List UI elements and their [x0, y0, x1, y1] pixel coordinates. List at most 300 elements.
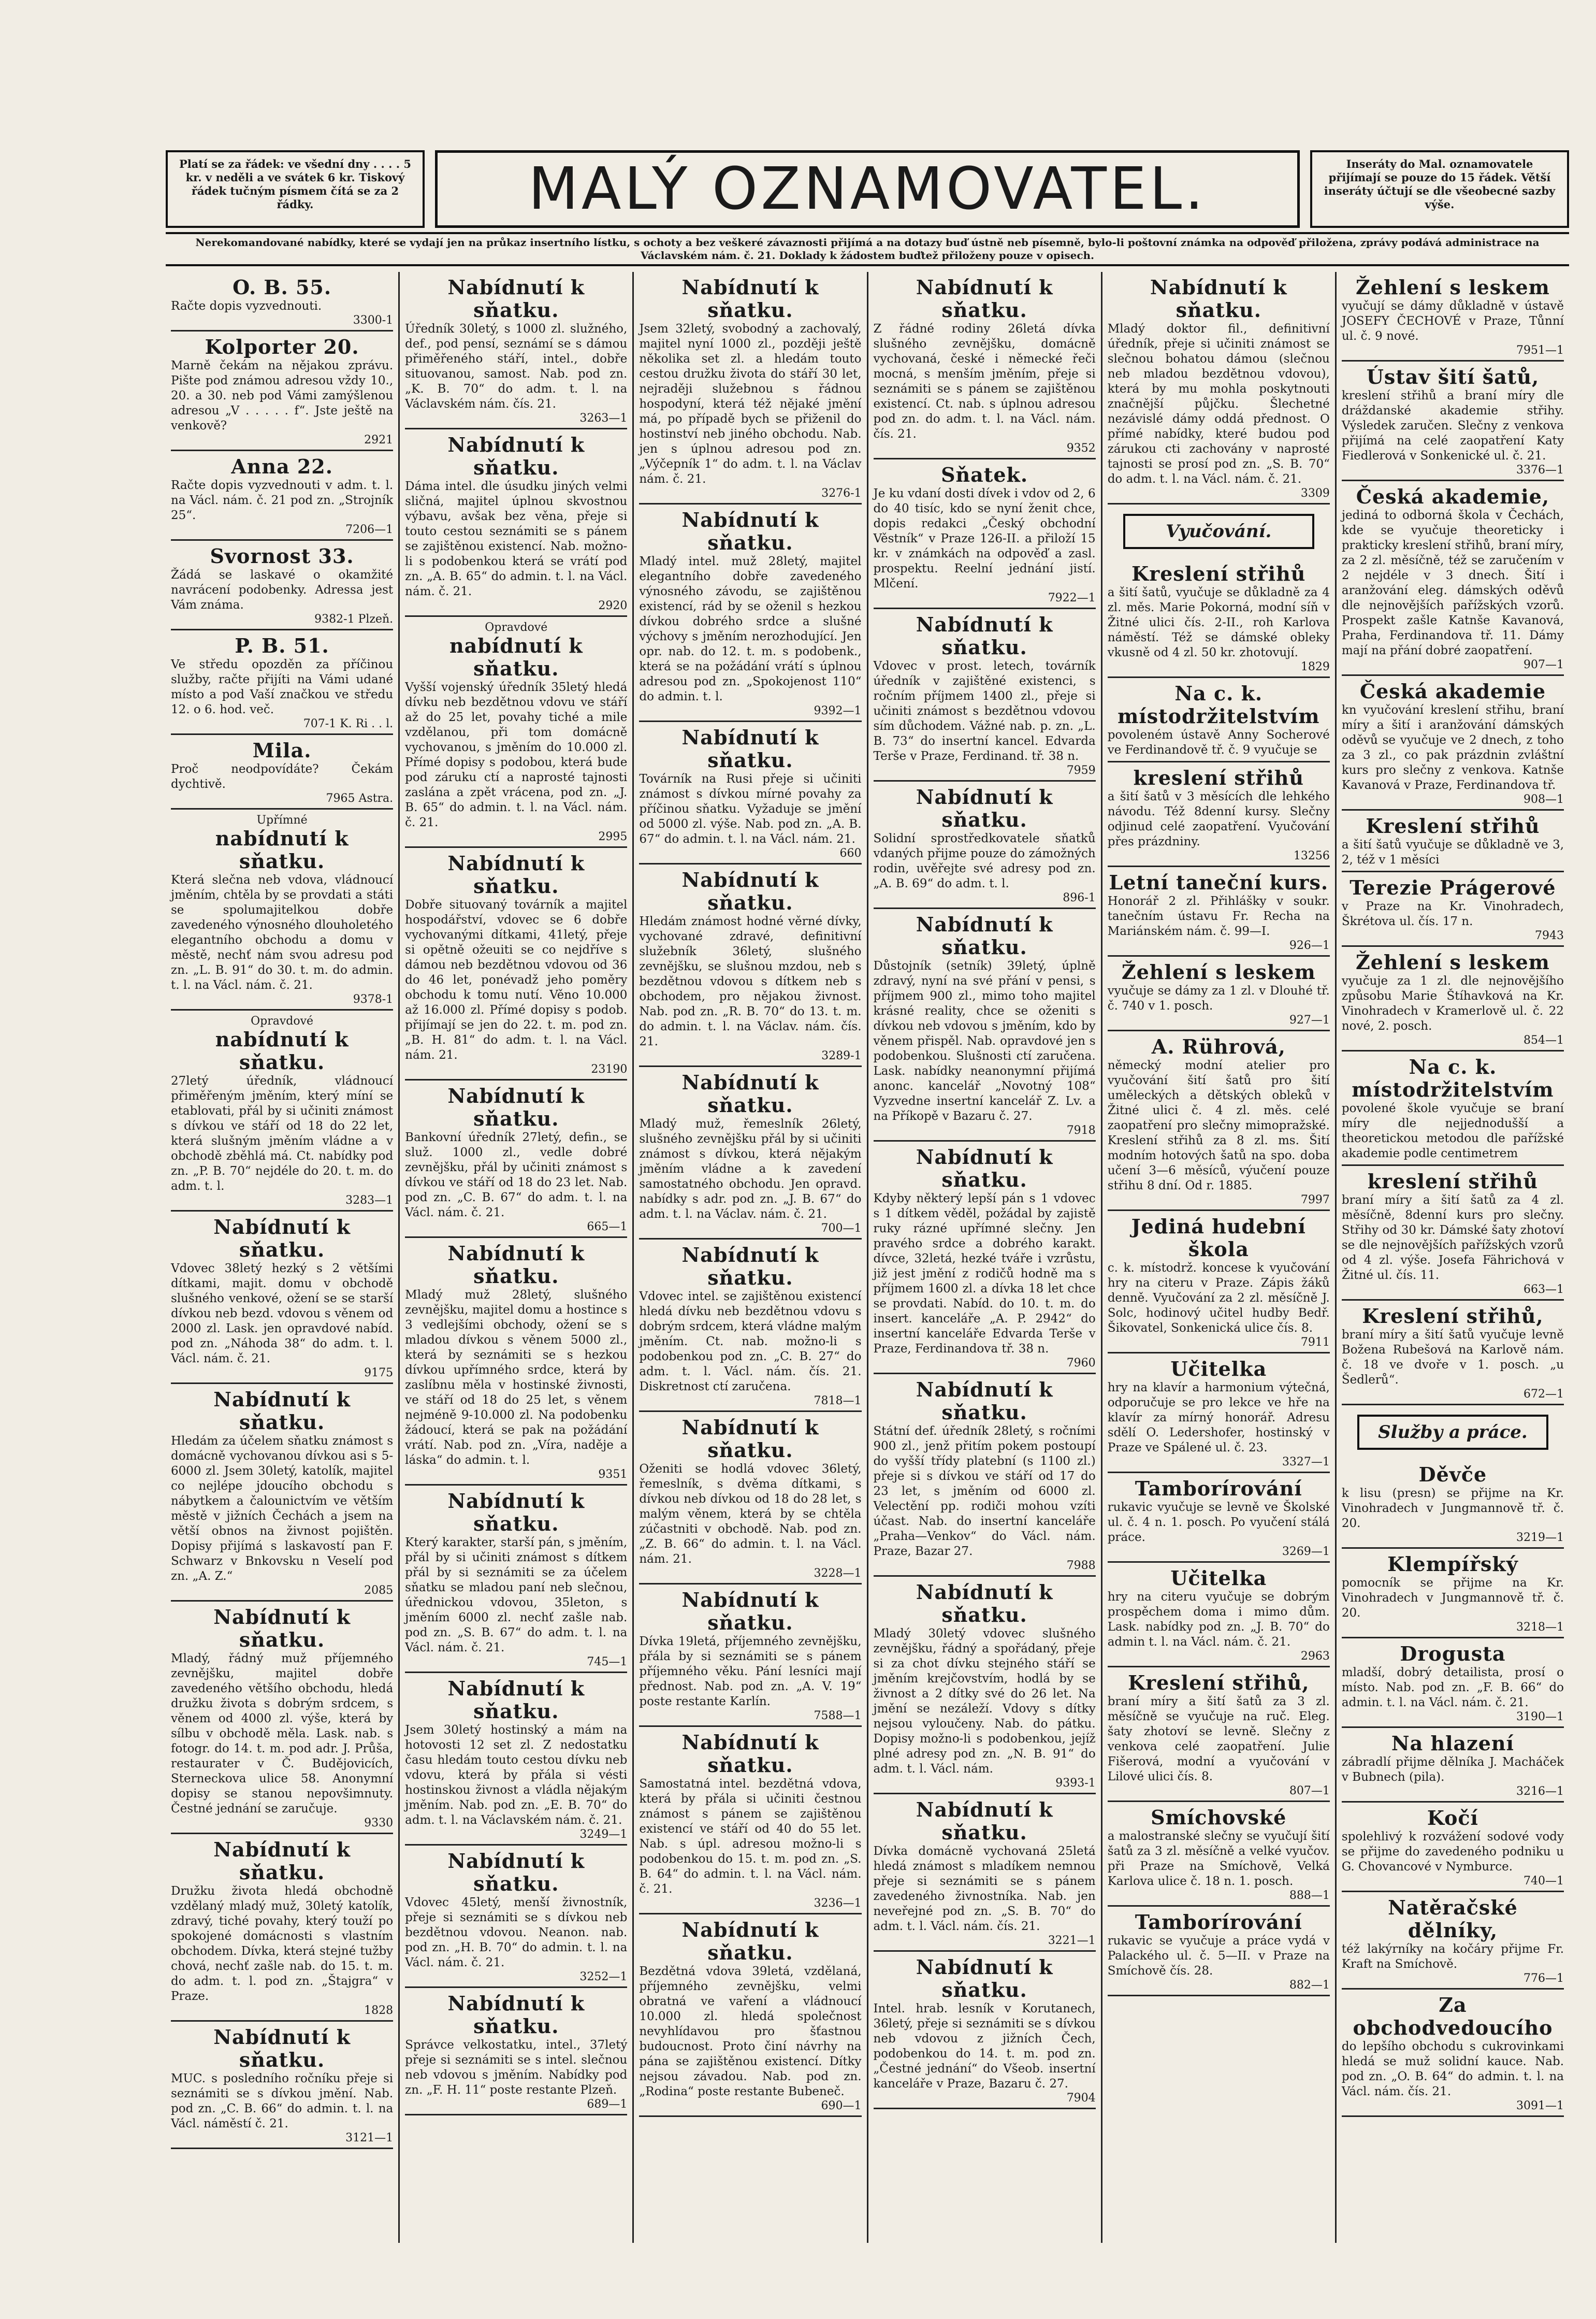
header	[166, 150, 1569, 228]
ad-reference: 776—1	[1524, 1972, 1564, 1985]
ad-reference: 3218—1	[1516, 1621, 1564, 1634]
ad-body: Kdyby některý lepší pán s 1 vdovec s 1 dítkem věděl, požádal by zajistě ruky rázné upřímné slečny. Jen pravého srdce a dobrého karakt. dívce, 32letá, hezké tváře i vzrůstu, již jest jmění z rodičů hodně ma s příjmem 1600 zl. a dívka 18 let chce se provdati. Nabíd. do 10. t. m. do insert. kanceláře „A. P. 2942“ do insertní kanceláře Edvarda Terše v Praze, Ferdinandova tř. 38 n.	[873, 1192, 1096, 1356]
ad-body: Důstojník (setník) 39letý, úplně zdravý, nyní na své přání v pensi, s příjmem 900 zl., mimo toho majitel krásné reality, chce se oženiti s dívkou neb vdovou s jměním, kdo by věnem přispěl. Nab. opravdové jen s podobenkou. Slušnosti ctí zaručena. Lask. nabídky neanonymní přijímá anonc. kancelář „Novotný 108“ Vyzvedne insertní kancelář Z. Lv. a na Příkopě v Bazaru č. 27.	[873, 959, 1096, 1123]
classified-ad	[405, 1988, 627, 2115]
ad-title: Nabídnutí k sňatku.	[447, 433, 585, 479]
classified-ad	[405, 1081, 627, 1238]
column-4	[867, 272, 1101, 2243]
ad-body: 27letý úředník, vládnoucí přiměřeným jměním, který míní se etablovati, přál by si učiniti známost s dívkou ve stáří od 18 do 22 let, která slušným jměním vládne a v obchodě zběhlá má. Ct. nabídky pod zn. „P. B. 70“ nejdéle do 20. t. m. do adm. t. l.	[171, 1074, 394, 1193]
classified-ad	[405, 429, 627, 617]
classified-ad	[874, 909, 1096, 1142]
ad-body: Který karakter, starší pán, s jměním, přál by si učiniti známost s dítkem přál by si seznámiti se za účelem sňatku se mladou paní neb slečnou, úřednickou vdovou, 35leton, s jměním 6000 zl. nechť zašle nab. pod zn. „S. B. 67“ do adm. t. l. na Václ. nám. č. 21.	[405, 1536, 628, 1654]
ad-title: Drogusta	[1400, 1642, 1506, 1665]
ad-title: Nabídnutí k sňatku.	[916, 1955, 1053, 2001]
ad-title: Na c. k. místodržitelstvím	[1118, 682, 1320, 728]
classified-ad	[1342, 272, 1564, 362]
classified-ad	[405, 848, 627, 1081]
ad-title: nabídnutí k sňatku.	[215, 827, 349, 873]
ad-title: Nabídnutí k sňatku.	[1150, 276, 1287, 322]
classified-ad	[639, 1914, 861, 2117]
classified-ad	[1108, 1802, 1330, 1907]
ad-title: Nabídnutí k sňatku.	[447, 276, 585, 322]
ad-reference: 7922—1	[1048, 592, 1096, 604]
classified-ad	[874, 1952, 1096, 2109]
classified-ad	[171, 1212, 393, 1384]
ad-reference: 3091—1	[1516, 2099, 1564, 2112]
ad-title: Tamborírování	[1135, 1477, 1302, 1500]
ad-body: rukavic vyučuje se levně ve Školské ul. č. 4 n. 1. posch. Po vyučení stálá práce.	[1107, 1501, 1330, 1544]
classified-ad	[1342, 1301, 1564, 1405]
ad-reference: 2921	[364, 434, 394, 446]
classified-ad	[171, 1011, 393, 1212]
ad-body: Honorář 2 zl. Přihlášky v soukr. tanečním ústavu Fr. Recha na Mariánském nám. č. 99—I.	[1107, 895, 1330, 938]
classified-ad	[1108, 957, 1330, 1031]
classified-ad	[639, 1067, 861, 1240]
ad-reference: 927—1	[1289, 1014, 1330, 1027]
ad-body: Úředník 30letý, s 1000 zl. služného, def., pod pensí, seznámí se s dámou přiměřeného stáří, intel., dobře situovanou, samost. Nab. pod zn. „K. B. 70“ do adm. t. l. na Václavském nám. čís. 21.	[405, 322, 628, 411]
ad-body: a malostranské slečny se vyučují šití šatů za 3 zl. měsíčně a velké vyučov. při Praze na Smíchově, Velká Karlova ulice č. 18 n. 1. posch.	[1107, 1830, 1330, 1888]
classified-ad	[639, 722, 861, 865]
ad-body: a šití šatů, vyučuje se důkladně za 4 zl. měs. Marie Pokorná, modní síň v Žitné ulici čís. 2-II., roh Karlova náměstí. Též se dámské obleky vkusně od 4 zl. 50 kr. zhotovují.	[1107, 586, 1330, 659]
classified-ad	[171, 272, 393, 332]
ad-title: Děvče	[1418, 1463, 1487, 1486]
ad-reference: 7918	[1066, 1124, 1096, 1137]
ad-title: Nabídnutí k sňatku.	[681, 508, 819, 554]
ad-reference: 2963	[1300, 1650, 1330, 1663]
ad-reference: 854—1	[1524, 1034, 1564, 1047]
ad-body: Z řádné rodiny 26letá dívka slušného zevnějšku, domácně vychovaná, české i německé řeči mocná, s menším jměním, přeje si seznámiti se s pánem se zajištěnou existencí. Ct. nab. s úplnou adresou pod zn. do adm. t. l. na Václ. nám. čís. 21.	[873, 322, 1096, 441]
classified-ad	[874, 459, 1096, 609]
ad-reference: 7959	[1066, 764, 1096, 777]
ad-title: Nabídnutí k sňatku.	[681, 726, 819, 772]
ad-body: Vdovec intel. se zajištěnou existencí hledá dívku neb bezdětnou vdovu s dobrým srdcem, která vládne malým jměním. Ct. nab. možno-li s podobenkou pod zn. „C. B. 27“ do adm. t. l. Václ. nám. čís. 21. Diskretnost ctí zaručena.	[639, 1290, 862, 1393]
ad-body: Solidní sprostředkovatele sňatků vdaných přijme pouze do zámožných rodin, uvěřejte své adresy pod zn. „A. B. 69“ do adm. t. l.	[873, 832, 1096, 890]
ad-title: Nabídnutí k sňatku.	[916, 1378, 1053, 1424]
ad-body: německý modní atelier pro vyučování šití šatů pro šití uměleckých a dětských obleků v Žitné ulici č. 4 zl. měs. celé zaopatření pro slečny mimopražské. Kreslení střihů za 8 zl. ms. Šití modním hotových šatů na spo. doba učení 3—6 měsíců, výučení pouze střihu 8 dní. Od r. 1885.	[1107, 1059, 1330, 1192]
ad-reference: 3121—1	[345, 2131, 394, 2144]
ad-body: mladší, dobrý detailista, prosí o místo. Nab. pod zn. „F. B. 66“ do admin. t. l. na Václ. nám. č. 21.	[1341, 1666, 1564, 1709]
classified-ad	[639, 1585, 861, 1727]
terms-box: Inseráty do Mal. oznamovatele přijímají se pouze do 15 řádek. Větší inseráty účtují se dle všeobecné sazby výše.	[1310, 150, 1569, 228]
ad-reference: 3376—1	[1516, 464, 1564, 477]
classified-ad	[639, 1412, 861, 1585]
classified-ad	[405, 1846, 627, 1988]
ad-body: v Praze na Kr. Vinohradech, Škrétova ul. čís. 17 n.	[1341, 900, 1564, 928]
classified-ad	[1342, 362, 1564, 481]
ad-title: Sňatek.	[941, 463, 1028, 486]
ad-title: Nabídnutí k sňatku.	[681, 868, 819, 914]
section-heading: Vyučování.	[1123, 514, 1314, 549]
ad-body: Hledám za účelem sňatku známost s domácně vychovanou dívkou asi s 5-6000 zl. Jsem 30letý, katolík, majitel co nejlépe jdoucího obchodu s nábytkem a čalounictvím ve větším městě v jižních Čechách a jsem na větší obnos na živnost pojištěn. Dopisy přijímá s laskavostí pan F. Schwarz v Bnkovsku n Veselí pod zn. „A. Z.“	[171, 1434, 394, 1583]
ad-title: Nabídnutí k sňatku.	[447, 1242, 585, 1288]
ad-body: Žádá se laskavé o okamžité navrácení podobenky. Adressa jest Vám známa.	[171, 568, 394, 612]
ad-reference: 9378-1	[353, 993, 394, 1006]
ad-reference: 1828	[364, 2004, 394, 2017]
ad-body: hry na klavír a harmonium výtečná, odporučuje se pro lekce ve hře na klavír za mírný honorář. Adresu sdělí O. Ledershofer, hostinský v Praze ve Spálené ul. č. 23.	[1107, 1381, 1330, 1454]
classified-ad	[171, 810, 393, 1011]
column-6	[1335, 272, 1569, 2243]
ad-title: Učitelka	[1170, 1566, 1267, 1590]
ad-body: pomocník se přijme na Kr. Vinohradech v Jungmannově tř. č. 20.	[1341, 1576, 1564, 1620]
ad-body: Vdovec v prost. letech, továrník úředník v zajištěné existenci, s ročním příjmem 1400 zl., přeje si učiniti známost s bezdětnou vdovou sím důchodem. Vážné nab. p. zn. „L. B. 73“ do insertní kancel. Edvarda Terše v Praze, Ferdinand. tř. 38 n.	[873, 659, 1096, 763]
classified-ad	[171, 735, 393, 810]
ad-title: Nabídnutí k sňatku.	[681, 276, 819, 322]
ad-reference: 7588—1	[814, 1709, 862, 1722]
classified-ad	[1342, 676, 1564, 811]
ad-title: Mila.	[252, 739, 312, 762]
ad-reference: 2085	[364, 1584, 394, 1597]
ad-body: Vdovec 38letý hezký s 2 většími dítkami, majit. domu v obchodě slušného venkové, ožení se se starší dívkou neb bezd. vdovou s věnem od 2000 zl. Lask. jen opravdové nabíd. pod zn. „Náhoda 38“ do adm. t. l. Václ. nám. č. 21.	[171, 1262, 394, 1365]
ad-reference: 3327—1	[1282, 1456, 1330, 1468]
ad-title: Nabídnutí k sňatku.	[681, 1071, 819, 1117]
ad-reference: 7988	[1066, 1559, 1096, 1572]
ad-body: Račte dopis vyzvednouti.	[171, 299, 322, 313]
classified-ad	[405, 1238, 627, 1486]
ad-reference: 908—1	[1524, 793, 1564, 806]
classified-ad	[1342, 1459, 1564, 1549]
ad-reference: 663—1	[1524, 1283, 1564, 1296]
classified-ad	[639, 1240, 861, 1412]
ad-title: Nabídnutí k sňatku.	[681, 1416, 819, 1462]
ad-body: Intel. hrab. lesník v Korutanech, 36letý, přeje si seznámiti se s dívkou neb vdovou z jižních Čech, podobenkou do 14. t. m. pod zn. „Čestné jednání“ do Všeob. insertní kanceláře v Praze, Bazaru č. 27.	[873, 2002, 1096, 2091]
ad-reference: 7997	[1300, 1193, 1330, 1206]
classified-ad	[405, 1673, 627, 1846]
classified-ad	[171, 1602, 393, 1834]
column-2	[398, 272, 632, 2243]
ad-body: Jsem 30letý hostinský a mám na hotovosti 12 set zl. Z nedostatku času hledám touto cestou dívku neb vdovu, která by přála si vésti hostinskou živnost a vládla nějakým jměním. Nab. pod zn. „E. B. 70“ do adm. t. l. na Václavském nám. č. 21.	[405, 1723, 628, 1827]
ad-reference: 3269—1	[1282, 1545, 1330, 1558]
ad-reference: 672—1	[1524, 1388, 1564, 1401]
ad-body: do lepšího obchodu s cukrovinkami hledá se muž solidní kauce. Nab. pod zn. „O. B. 64“ do admin. t. l. na Václ. nám. čís. 21.	[1341, 2040, 1564, 2098]
ad-title: O. B. 55.	[233, 276, 332, 299]
ad-title: Nabídnutí k sňatku.	[681, 1731, 819, 1777]
ad-reference: 665—1	[587, 1220, 628, 1233]
ad-reference: 3283—1	[345, 1194, 394, 1207]
classified-ad	[405, 272, 627, 429]
classified-ad	[1108, 762, 1330, 867]
ad-reference: 3190—1	[1516, 1710, 1564, 1723]
ad-reference: 3221—1	[1048, 1934, 1096, 1947]
ad-body: Mladý intel. muž 28letý, majitel elegantního dobře zavedeného výnosného závodu, se zajištěnou existencí, rád by se oženil s hezkou dívkou dobrého srdce a slušné výchovy s jměním nerozhodující. Jen opr. nab. do 12. t. m. s podobenk., která se na požádání vrátí s úplnou adresou pod zn. „Spokojenost 110“ do admin. t. l.	[639, 555, 862, 703]
ad-reference: 7818—1	[814, 1394, 862, 1407]
ad-title: Žehlení s leskem	[1121, 960, 1316, 984]
ad-title: Na hlazení	[1391, 1732, 1514, 1755]
ad-subtitle: Opravdové	[251, 1015, 314, 1028]
ad-title: Žehlení s leskem	[1356, 950, 1550, 974]
ad-body: Dáma intel. dle úsudku jiných velmi sličná, majitel úplnou skvostnou výbavu, avšak bez věna, přeje si touto cestou seznámiti se s pánem se zajištěnou existencí. Nab. možno-li s podobenkou která se vrátí pod zn. „A. B. 65“ do admin. t. l. na Václ. nám. č. 21.	[405, 480, 628, 598]
ad-body: braní míry a šití šatů za 4 zl. měsíčně, 8denní kurs pro slečny. Střihy od 30 kr. Dámské šaty zhotoví se dle nejnovějších pařížských vzorů od 4 zl. výše. Josefa Fährichová v Žitné ul. čís. 11.	[1341, 1193, 1564, 1282]
ad-body: vyučuje za 1 zl. dle nejnovějšího způsobu Marie Štíhavková na Kr. Vinohradech v Kramerlově ul. č. 22 nové, 2. posch.	[1341, 974, 1564, 1033]
ad-reference: 1829	[1300, 660, 1330, 673]
classified-ad	[1342, 1990, 1564, 2117]
ad-body: Dívka 19letá, příjemného zevnějšku, přála by si seznámiti se s pánem příjemného věku. Pání lesníci mají přednost. Nab. pod zn. „A. V. 19“ poste restante Karlín.	[639, 1635, 862, 1708]
classified-ad	[639, 272, 861, 505]
classified-ad	[1342, 1549, 1564, 1638]
classified-ad	[171, 451, 393, 541]
ad-body: Státní def. úředník 28letý, s ročními 900 zl., jenž přitím pokem postoupí do vyšší třídy platební (s 1100 zl.) přeje si s dívkou ve stáří od 17 do 23 let, s jměním od 6000 zl. Velectění pp. rodiči mohou vzíti účast. Nab. do insertní kanceláře „Praha—Venkov“ do Václ. nám. Praze, Bazar 27.	[873, 1424, 1096, 1558]
ad-title: Na c. k. místodržitelstvím	[1352, 1055, 1554, 1101]
ad-title: Kreslení střihů,	[1362, 1304, 1544, 1328]
ad-title: Kolporter 20.	[205, 335, 359, 358]
ad-reference: 9330	[364, 1817, 394, 1830]
ad-title: P. B. 51.	[235, 634, 329, 657]
ad-reference: 3309	[1300, 487, 1330, 500]
ad-reference: 745—1	[587, 1655, 628, 1668]
ad-title: Česká akademie	[1359, 680, 1546, 703]
classified-ad	[1342, 1638, 1564, 1728]
ad-title: Kreslení střihů	[1131, 562, 1306, 585]
ad-title: Anna 22.	[231, 455, 333, 478]
ad-title: Za obchodvedoucího	[1353, 1993, 1553, 2039]
ad-reference: 3300-1	[353, 314, 394, 327]
ad-body: též lakýrníky na kočáry přijme Fr. Kraft na Smíchově.	[1341, 1942, 1564, 1971]
ad-title: Nabídnutí k sňatku.	[916, 913, 1053, 959]
classified-ad	[171, 1834, 393, 2022]
ad-body: Mladý, řádný muž příjemného zevnějšku, majitel dobře zavedeného většího obchodu, hledá družku života s dobrým srdcem, s věnem od 4000 zl. výše, která by sílbu v obchodě měla. Lask. nab. s fotogr. do 14. t. m. pod adr. J. Průša, restaurater v Č. Budějovicích, Sterneckova ulice 58. Anonymní dopisy se stanou nepovšimnuty. Čestné jednání se zaručuje.	[171, 1652, 394, 1816]
ad-reference: 3263—1	[579, 412, 628, 425]
ad-title: Ústav šití šatů,	[1366, 365, 1540, 388]
ad-body: rukavic se vyučuje a práce vydá v Palackého ul. č. 5—II. v Praze na Smíchově čís. 28.	[1107, 1934, 1330, 1978]
ad-body: braní míry a šití šatů za 3 zl. měsíčně se vyučuje na ruč. Eleg. šaty zhotoví se levně. Slečny z venkova celé zaopatření. Julie Fišerová, modní a vyučování v Lilové ulici čís. 8.	[1107, 1695, 1330, 1783]
ad-reference: 9392—1	[814, 704, 862, 717]
classified-ad	[1108, 1211, 1330, 1353]
ad-body: Továrník na Rusi přeje si učiniti známost s dívkou mírné povahy za příčinou sňatku. Vyžaduje se jmění od 5000 zl. výše. Nab. pod zn. „A. B. 67“ do admin. t. l. na Václ. nám. 21.	[639, 772, 862, 846]
ad-body: jediná to odborná škola v Čechách, kde se vyučuje theoreticky i prakticky kreslení střihů, braní míry, za 2 zl. měsíčně, též se zaručením v 2 nejdéle v 3 dnech. Šití i aranžování eleg. dámských oděvů dle nejnovějších pařížských vzorů. Prospekt zašle Katnše Kavanová, Praha, Ferdinandova tř. 11. Dámy mají na přání dobré zaopatření.	[1341, 509, 1564, 657]
ad-reference: 9382-1 Plzeň.	[314, 613, 394, 626]
classified-ad	[1342, 1803, 1564, 1892]
section-heading: Služby a práce.	[1357, 1415, 1548, 1450]
ad-body: Samostatná intel. bezdětná vdova, která by přála si učiniti čestnou známost s pánem se zajištěnou existencí ve stáří od 40 do 55 let. Nab. s úpl. adresou možno-li s podobenkou do 15. t. m. pod zn. „S. B. 64“ do admin. t. l. na Václ. nám. č. 21.	[639, 1777, 862, 1896]
classified-ad	[1108, 1353, 1330, 1473]
ad-title: Nabídnutí k sňatku.	[916, 276, 1053, 322]
ad-body: Račte dopis vyzvednouti v adm. t. l. na Václ. nám. č. 21 pod zn. „Strojník 25“.	[171, 479, 394, 522]
ad-subtitle: Opravdové	[485, 621, 548, 634]
ad-body: c. k. místodrž. koncese k vyučování hry na citeru v Praze. Zápis žáků denně. Vyučování za 2 zl. měsíčně J. Solc, hodinový učitel hudby Bedř. Šikovatel, Sonkenická ulice čís. 8.	[1107, 1261, 1330, 1335]
ad-body: Proč neodpovídáte? Čekám dychtivě.	[171, 762, 394, 791]
classified-ad	[405, 1486, 627, 1673]
ad-body: Je ku vdaní dosti dívek i vdov od 2, 6 do 40 tisíc, kdo se nyní ženit chce, dopis redakci „Český obchodní Věstník“ v Praze 126-II. a přiloží 15 kr. v známkách na odpověď a zasl. prospektu. Reelní jednání jistí. Mlčení.	[873, 487, 1096, 590]
ad-subtitle: Upřímné	[256, 814, 308, 827]
ad-reference: 690—1	[821, 2099, 862, 2112]
ad-title: Nabídnutí k sňatku.	[447, 1677, 585, 1723]
ad-title: Nabídnutí k sňatku.	[681, 1918, 819, 1964]
classified-ad	[874, 1794, 1096, 1952]
ad-title: kreslení střihů	[1367, 1170, 1539, 1193]
classified-ad	[1342, 872, 1564, 947]
ad-body: Vyšší vojenský úředník 35letý hledá dívku neb bezdětnou vdovu ve stáří až do 25 let, povahy tiché a mile vzdělanou, při tom domácně vychovanou, s jměním do 10.000 zl. Přímé dopisy s podobou, která bude pod záruku ctí a naprosté tajnosti zaslána a zpět vrácena, pod zn. „J. B. 65“ do admin. t. l. na Václ. nám. č. 21.	[405, 681, 628, 829]
ad-body: Mladý 30letý vdovec slušného zevnějšku, řádný a spořádaný, přeje si za chot dívku stejného stáří se jměním krejčovstvím, hodlá by se živnost a 2 dítky své do 26 let. Na jmění se nezáleží. Vdovy s dítky nejsou vyloučeny. Nab. do pátku. Dopisy možno-li s podobenkou, jejíž plné adresy pod zn. „N. B. 91“ do adm. t. l. Václ. nám.	[873, 1627, 1096, 1776]
ad-body: vyučuje se dámy za 1 zl. v Dlouhé tř. č. 740 v 1. posch.	[1107, 984, 1330, 1013]
classified-ad	[1342, 947, 1564, 1052]
ad-title: kreslení střihů	[1133, 766, 1304, 789]
ad-reference: 3252—1	[579, 1970, 628, 1983]
ad-reference: 9352	[1066, 442, 1096, 455]
ad-reference: 3289-1	[821, 1049, 862, 1062]
ad-reference: 3249—1	[579, 1828, 628, 1841]
classified-ad	[1108, 558, 1330, 678]
ad-title: nabídnutí k sňatku.	[449, 634, 583, 680]
ad-title: Nabídnutí k sňatku.	[447, 1849, 585, 1895]
ad-title: Natěračské dělníky,	[1388, 1896, 1518, 1942]
ad-title: Nabídnutí k sňatku.	[213, 1838, 351, 1884]
classified-ad	[171, 1384, 393, 1602]
ad-body: MUC. s posledního ročníku přeje si seznámiti se s dívkou jmění. Nab. pod zn. „C. B. 66“ do admin. t. l. na Václ. náměstí č. 21.	[171, 2072, 394, 2130]
classified-ad	[1342, 1728, 1564, 1803]
ad-body: zábradlí přijme dělníka J. Macháček v Bubnech (pila).	[1341, 1755, 1564, 1784]
classified-ad	[1342, 1052, 1564, 1166]
classified-ad	[874, 272, 1096, 459]
ad-body: povolené škole vyučuje se braní míry dle nejjednodušší a theoretickou metodou dle pařížské akademie podle centimetrem	[1341, 1102, 1564, 1160]
ad-columns	[166, 272, 1569, 2243]
ad-reference: 707-1 K. Ri . . l.	[303, 717, 394, 730]
ad-body: a šití šatů v 3 měsících dle lehkého návodu. Též 8denní kursy. Slečny odjinud celé zaopatření. Vyučování přes prázdniny.	[1107, 790, 1330, 848]
ad-title: Smíchovské	[1151, 1806, 1287, 1829]
ad-title: Svornost 33.	[210, 544, 354, 568]
ad-body: Bezdětná vdova 39letá, vzdělaná, příjemného zevnějšku, velmi obratná ve vaření a vládnoucí 10.000 zl. hledá společnost nevyhlídavou pro šťastnou budoucnost. Proto činí návrhy na pána se zajištěnou existencí. Dítky nejsou závadou. Nab. pod zn. „Rodina“ poste restante Bubeneč.	[639, 1965, 862, 2098]
ad-reference: 23190	[591, 1063, 628, 1076]
classified-ad	[1108, 867, 1330, 957]
ad-reference: 740—1	[1524, 1875, 1564, 1888]
ad-reference: 882—1	[1289, 1979, 1330, 1992]
ad-title: Česká akademie,	[1356, 485, 1550, 508]
ad-title: Nabídnutí k sňatku.	[447, 1084, 585, 1130]
ad-body: Ve středu opozděn za příčinou služby, račte přijíti na Vámi udané místo a pod Vaší značkou ve středu 12. o 6. hod. več.	[171, 658, 394, 716]
ad-body: Dívka domácně vychovaná 25letá hledá známost s mladíkem nemnou přeje si seznámiti se s pánem zavedeného živnostníka. Nab. jen neveřejné pod zn. „S. B. 70“ do adm. t. l. Václ. nám. čís. 21.	[873, 1845, 1096, 1933]
ad-title: Žehlení s leskem	[1356, 276, 1550, 299]
ad-reference: 7206—1	[345, 523, 394, 536]
ad-reference: 9175	[364, 1366, 394, 1379]
ad-title: Letní taneční kurs.	[1109, 871, 1329, 894]
ad-title: Kočí	[1427, 1806, 1478, 1830]
ad-body: hry na citeru vyučuje se dobrým prospěchem doma i mimo dům. Lask. nabídky pod zn. „J. B. 70“ do admin t. l. na Václ. nám. č. 21.	[1107, 1590, 1330, 1649]
ad-title: Nabídnutí k sňatku.	[681, 1588, 819, 1634]
classified-ad	[639, 505, 861, 722]
ad-body: kreslení střihů a braní míry dle dráždanské akademie střihy. Výsledek zaručen. Slečny z venkova přijímá na celé zaopatření Katy Fiedlerová v Sonkenické ul. č. 21.	[1341, 389, 1564, 463]
ad-title: Nabídnutí k sňatku.	[213, 2025, 351, 2071]
ad-body: Která slečna neb vdova, vládnoucí jměním, chtěla by se provdati a státi se spolumajitelkou dobře zavedeného výnosného dlouholetého elegantního obchodu a domu v městě, nechť nám svou adresu pod zn. „L. B. 91“ do 30. t. m. do admin. t. l. na Václ. nám. č. 21.	[171, 873, 394, 992]
classified-ad	[1342, 1166, 1564, 1301]
masthead-title: MALÝ OZNAMOVATEL.	[528, 155, 1207, 223]
classified-ad	[1342, 811, 1564, 872]
ad-reference: 7911	[1300, 1336, 1330, 1349]
ad-title: Nabídnutí k sňatku.	[916, 1798, 1053, 1844]
ad-reference: 3236—1	[814, 1897, 862, 1910]
ad-reference: 3219—1	[1516, 1531, 1564, 1544]
ad-title: Kreslení střihů,	[1128, 1671, 1310, 1694]
ad-body: braní míry a šití šatů vyučuje levně Božena Rubešová na Karlově nám. č. 18 ve dvoře v 1. posch. „u Šedlerů“.	[1341, 1328, 1564, 1387]
ad-body: Hledám známost hodné věrné dívky, vychované zdravé, definitivní služebník 36letý, slušného zevnějšku, se slušnou mzdou, neb s bezdětnou vdovou s dítkem neb s obchodem, pro nějakou živnost. Nab. pod zn. „R. B. 70“ do 13. t. m. do admin. t. l. na Václav. nám. čís. 21.	[639, 915, 862, 1048]
classified-ad	[1108, 1031, 1330, 1211]
ad-body: Bankovní úředník 27letý, defin., se služ. 1000 zl., vedle dobré zevnějšku, přál by učiniti známost s dívkou ve stáří od 18 do 23 let. Nab. pod zn. „C. B. 67“ do adm. t. l. na Václ. nám. č. 21.	[405, 1131, 628, 1219]
ad-title: Nabídnutí k sňatku.	[916, 1580, 1053, 1626]
ad-title: Nabídnutí k sňatku.	[447, 852, 585, 898]
notice-strip: Nerekomandované nabídky, které se vydají jen na průkaz insertního lístku, s ochoty a bez veškeré závaznosti přijímá a na dotazy buď ústně neb písemně, bylo-li poštovní známka na odpověď přiložena, zprávy podává administrace na Václavském nám. č. 21. Doklady k žádostem buďtež přiloženy pouze v opisech.	[166, 232, 1569, 266]
ad-reference: 9393-1	[1055, 1777, 1096, 1790]
classified-ad	[1108, 1563, 1330, 1667]
rates-box: Platí se za řádek: ve všední dny . . . . 5 kr. v neděli a ve svátek 6 kr. Tiskový řádek tučným písmem čítá se za 2 řádky.	[166, 150, 425, 228]
column-5	[1101, 272, 1335, 2243]
masthead-box	[435, 150, 1300, 228]
column-3	[632, 272, 866, 2243]
ad-reference: 689—1	[587, 2098, 628, 2111]
ad-title: A. Rührová,	[1151, 1035, 1286, 1058]
ad-body: vyučují se dámy důkladně v ústavě JOSEFY ČECHOVÉ v Praze, Tůnní ul. č. 9 nové.	[1341, 299, 1564, 343]
classified-ad	[405, 617, 627, 848]
ad-title: Nabídnutí k sňatku.	[447, 1489, 585, 1535]
ad-title: Tamborírování	[1135, 1910, 1302, 1934]
ad-body: kn vyučování kreslení střihu, braní míry a šití i aranžování dámských oděvů se vyučuje ve 2 dnech, z toho za 3 zl., co pak prázdnin zvláštní kurs pro slečny z venkova. Katnše Kavanová v Praze, Ferdinandova tř.	[1341, 703, 1564, 792]
classified-ad	[874, 1142, 1096, 1374]
ad-reference: 3216—1	[1516, 1785, 1564, 1798]
ad-body: Dobře situovaný továrník a majitel hospodářství, vdovec se 6 dobře vychovanými dítkami, 41letý, přeje si opětně ožeuiti se co nejdříve s dámou neb bezdětnou vdovou od 36 do 46 let, ponévadž jeho poměry obchodu k tomu nutí. Věno 10.000 až 16.000 zl. Přímé dopisy s podob. přijímají se jen do 22. t. m. pod zn. „B. H. 81“ do adm. t. l. na Václ. nám. 21.	[405, 898, 628, 1062]
classified-ad	[1108, 272, 1330, 505]
classified-ad	[1108, 1473, 1330, 1563]
ad-body: Oženiti se hodlá vdovec 36letý, řemeslník, s dvěma dítkami, s dívkou neb dívkou od 18 do 28 let, s malým věnem, která by se chtěla zúčastniti v obchodě. Nab. pod zn. „Z. B. 66“ do admin. t. l. na Václ. nám. 21.	[639, 1462, 862, 1566]
ad-title: Nabídnutí k sňatku.	[916, 613, 1053, 659]
classified-ad	[171, 630, 393, 735]
ad-reference: 926—1	[1289, 939, 1330, 952]
classified-ad	[1108, 678, 1330, 762]
classified-ad	[874, 782, 1096, 909]
ad-title: Nabídnutí k sňatku.	[916, 1145, 1053, 1191]
ad-title: Nabídnutí k sňatku.	[213, 1605, 351, 1651]
classified-ad	[874, 1577, 1096, 1794]
ad-title: Nabídnutí k sňatku.	[213, 1388, 351, 1434]
ad-title: Terezie Prágerové	[1350, 876, 1556, 899]
classified-ad	[639, 1727, 861, 1914]
ad-reference: 888—1	[1289, 1889, 1330, 1902]
ad-body: Vdovec 45letý, menší živnostník, přeje si seznámiti se s dívkou neb bezdětnou vdovou. Neanon. nab. pod zn. „H. B. 70“ do admin. t. l. na Václ. nám. č. 21.	[405, 1896, 628, 1969]
ad-title: Nabídnutí k sňatku.	[916, 785, 1053, 831]
ad-title: Jediná hudební škola	[1131, 1215, 1306, 1261]
ad-title: Klempířský	[1387, 1552, 1518, 1576]
ad-body: a šití šatů vyučuje se důkladně ve 3, 2, též v 1 měsíci	[1341, 838, 1564, 867]
ad-reference: 3276-1	[821, 487, 862, 500]
ad-body: Mladý muž, řemeslník 26letý, slušného zevnějšku přál by si učiniti známost s dívkou, která nějakým jměním vládne a k zavedení samostatného obchodu. Jen opravd. nabídky s adr. pod zn. „J. B. 67“ do adm. t. l. na Václav. nám. č. 21.	[639, 1117, 862, 1221]
ad-title: Kreslení střihů	[1366, 814, 1540, 838]
ad-title: nabídnutí k sňatku.	[215, 1028, 349, 1074]
ad-reference: 907—1	[1524, 658, 1564, 671]
ad-title: Nabídnutí k sňatku.	[447, 1992, 585, 2038]
classified-ad	[171, 541, 393, 630]
ad-reference: 2995	[598, 830, 628, 843]
classified-ad	[171, 2022, 393, 2149]
ad-body: spolehlivý k rozvážení sodové vody se přijme do zavedeného podniku u G. Chovancové v Nymburce.	[1341, 1830, 1564, 1874]
ad-body: Jsem 32letý, svobodný a zachovalý, majitel nyní 1000 zl., později ještě několika set zl. a hledám touto cestou družku života do stáří 30 let, nejraději služebnou s řádnou hospodyní, která též nějaké jmění má, po případě bych se přiženil do hostinství neb jiného obchodu. Nab. jen s úplnou adresou pod zn. „Výčepník 1“ do adm. t. l. na Václav nám. č. 21.	[639, 322, 862, 486]
classified-ad	[1108, 1667, 1330, 1802]
ad-reference: 2920	[598, 599, 628, 612]
ad-reference: 7904	[1066, 2092, 1096, 2105]
classified-ad	[1108, 1907, 1330, 1996]
classified-ad	[1342, 481, 1564, 676]
ad-reference: 7960	[1066, 1357, 1096, 1370]
ad-body: Mladý muž 28letý, slušného zevnějšku, majitel domu a hostince s 3 vedlejšími obchody, ožení se s mladou dívkou s věnem 5000 zl., která by seznámiti se s hezkou dívkou upřímného srdce, která by zaslíbnu měla v hostinské živnosti, ve stáří od 18 do 25 let, s věnem nejméně 9-10.000 zl. Na podobenku žádoucí, která se pak na požádání vrátí. Nab. pod zn. „Víra, naděje a láska“ do admin. t. l.	[405, 1288, 628, 1467]
column-1	[166, 272, 398, 2243]
ad-reference: 3228—1	[814, 1567, 862, 1580]
ad-body: Správce velkostatku, intel., 37letý přeje si seznámiti se s intel. slečnou neb vdovou s jměním. Nabídky pod zn. „F. H. 11“ poste restante Plzeň.	[405, 2038, 628, 2097]
ad-reference: 7965 Astra.	[326, 792, 394, 805]
ad-body: Marně čekám na nějakou zprávu. Pište pod známou adresou vždy 10., 20. a 30. neb pod Vámi zamýšlenou adresou „V . . . . . f“. Jste ještě na venkově?	[171, 359, 394, 433]
ad-title: Nabídnutí k sňatku.	[681, 1243, 819, 1289]
ad-title: Učitelka	[1170, 1357, 1267, 1380]
ad-body: Mladý doktor fil., definitivní úředník, přeje si učiniti známost se slečnou bohatou dámou (slečnou neb mladou bezdětnou vdovou), která by mu mohla poskytnouti značnější půjčku. Šlechetné nezávislé dámy oddá přednost. O přímé nabídky, které budou pod zárukou cti zachovány v naprosté tajnosti se prosí pod zn. „S. B. 70“ do adm. t. l. na Václ. nám. č. 21.	[1107, 322, 1330, 486]
newspaper-page	[166, 150, 1569, 2243]
ad-reference: 700—1	[821, 1222, 862, 1235]
ad-body: k lisu (presn) se přijme na Kr. Vinohradech v Jungmannově tř. č. 20.	[1341, 1487, 1564, 1530]
ad-reference: 9351	[598, 1468, 628, 1481]
ad-title: Nabídnutí k sňatku.	[213, 1215, 351, 1261]
ad-reference: 896-1	[1063, 891, 1096, 904]
